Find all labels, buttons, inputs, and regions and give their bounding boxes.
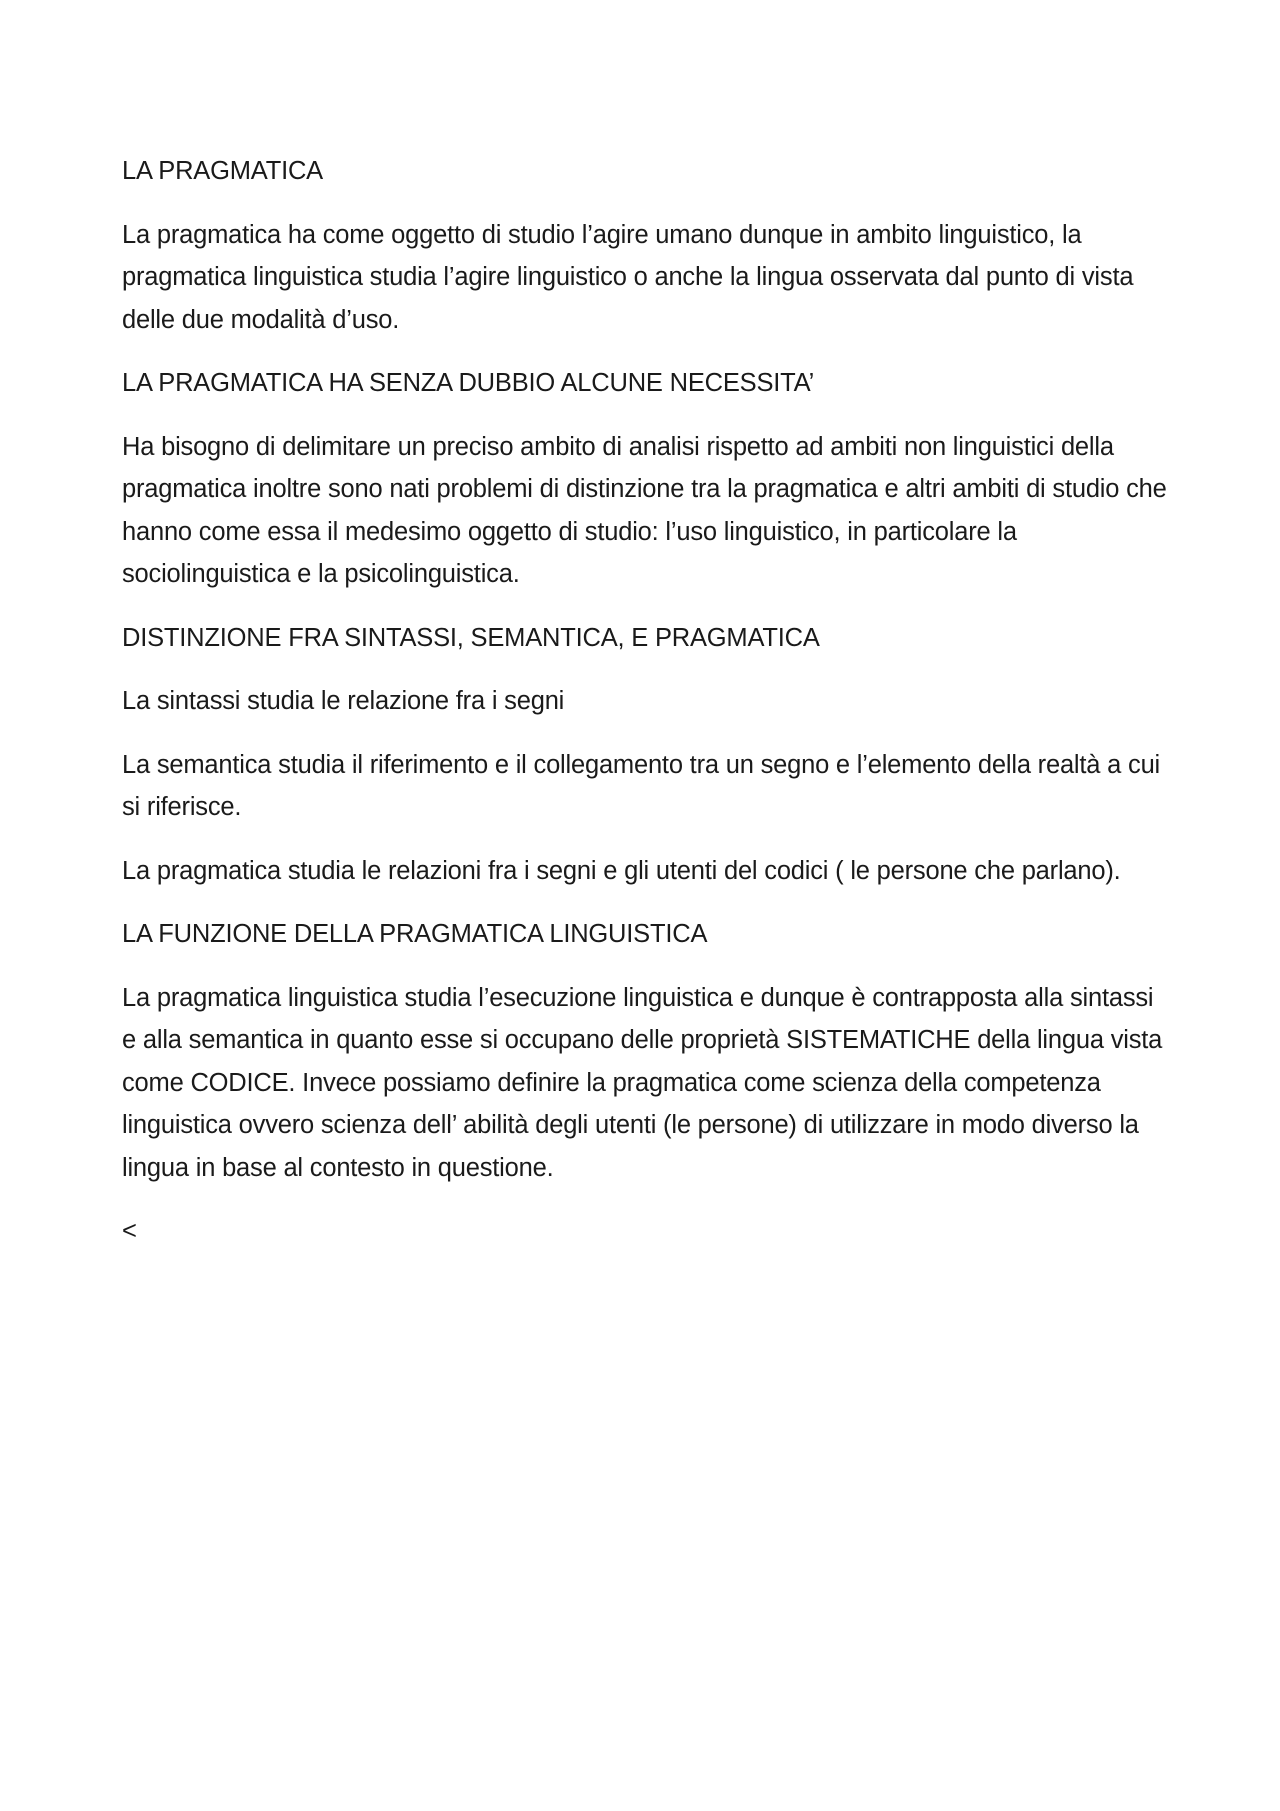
paragraph-funzione: La pragmatica linguistica studia l’esecuzione linguistica e dunque è contrapposta alla sintassi e alla semantica in quanto esse si occupano delle proprietà SISTEMATICHE della lingua vista come CODICE. Invece possiamo definire la pragmatica come scienza della competenza linguistica ovvero scienza dell’ abilità degli utenti (le persone) di utilizzare in modo diverso la lingua in base al contesto in questione.: [122, 983, 1163, 1182]
paragraph-pragmatica: La pragmatica studia le relazioni fra i segni e gli utenti del codici ( le persone che parlano).: [122, 856, 1121, 885]
document-title: LA PRAGMATICA: [122, 157, 323, 185]
paragraph-sintassi: La sintassi studia le relazione fra i segni: [122, 687, 565, 715]
trailing-character: <: [122, 1217, 137, 1245]
paragraph-intro: La pragmatica ha come oggetto di studio l’agire umano dunque in ambito linguistico, la pragmatica linguistica studia l’agire linguistico o anche la lingua osservata dal punto di vista delle due modalità d’uso.: [122, 220, 1134, 334]
paragraph-semantica: La semantica studia il riferimento e il collegamento tra un segno e l’elemento della realtà a cui si riferisce.: [122, 750, 1161, 821]
document-body: [122, 150, 1172, 1274]
section-heading-necessita: LA PRAGMATICA HA SENZA DUBBIO ALCUNE NECESSITA’: [122, 369, 815, 397]
section-heading-distinzione: DISTINZIONE FRA SINTASSI, SEMANTICA, E PRAGMATICA: [122, 623, 820, 652]
section-heading-funzione: LA FUNZIONE DELLA PRAGMATICA LINGUISTICA: [122, 920, 708, 948]
paragraph-necessita: Ha bisogno di delimitare un preciso ambito di analisi rispetto ad ambiti non linguistici della pragmatica inoltre sono nati problemi di distinzione tra la pragmatica e altri ambiti di studio che hanno come essa il medesimo oggetto di studio: l’uso linguistico, in particolare la sociolinguistica e la psicolinguistica.: [122, 432, 1167, 588]
